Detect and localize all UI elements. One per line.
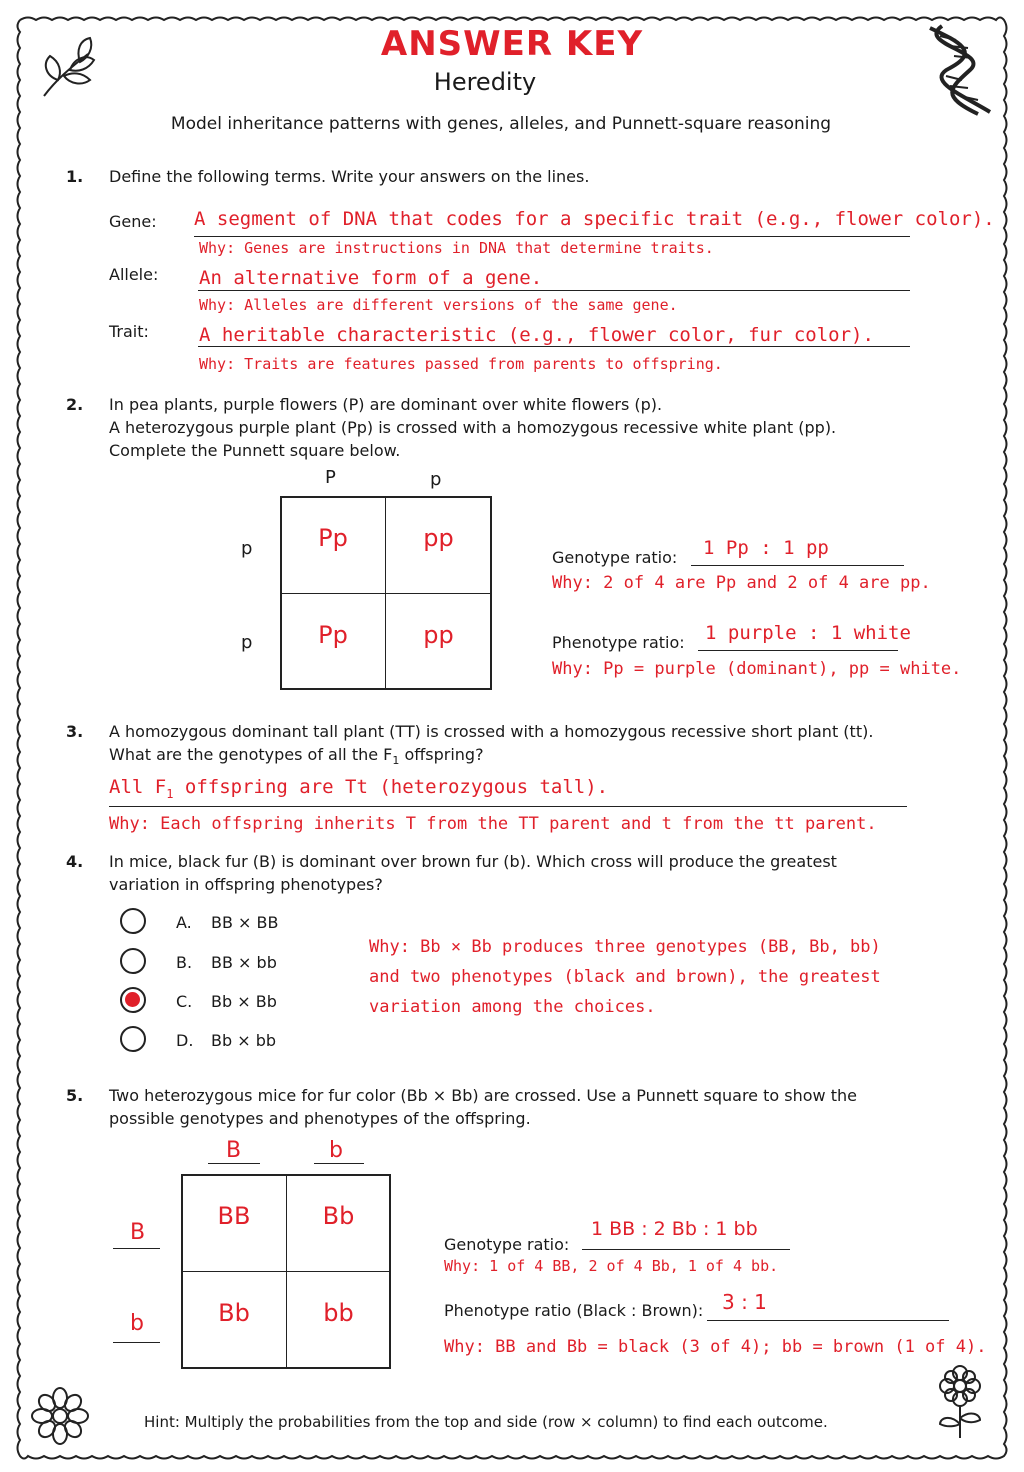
page-title: ANSWER KEY [380, 24, 644, 64]
genotype-ratio-label: Genotype ratio: [552, 548, 678, 567]
option-letter: A. [176, 913, 192, 932]
answer-line [691, 565, 904, 566]
flower-outline-icon [28, 1384, 92, 1448]
question-line: possible genotypes and phenotypes of the offspring. [109, 1109, 531, 1128]
punnett-cell: bb [286, 1271, 391, 1369]
question-line: Two heterozygous mice for fur color (Bb × Bb) are crossed. Use a Punnett square to show the [109, 1086, 857, 1105]
allele-line [208, 1163, 260, 1164]
punnett-cell: Bb [286, 1174, 391, 1272]
potted-flower-icon [930, 1362, 990, 1442]
punnett-side-allele: b [130, 1311, 144, 1336]
question-number: 5. [66, 1086, 84, 1105]
question-line: Complete the Punnett square below. [109, 441, 401, 460]
explanation-text: variation among the choices. [369, 997, 656, 1017]
question-number: 4. [66, 852, 84, 871]
option-c-radio[interactable] [120, 987, 146, 1013]
option-text: BB × bb [211, 953, 277, 972]
question-line: A heterozygous purple plant (Pp) is crossed with a homozygous recessive white plant (pp). [109, 418, 837, 437]
phenotype-ratio-label: Phenotype ratio (Black : Brown): [444, 1301, 704, 1320]
explanation-text: Why: Traits are features passed from parents to offspring. [199, 355, 723, 373]
explanation-text: Why: Pp = purple (dominant), pp = white. [552, 659, 962, 679]
page-subtitle: Heredity [433, 68, 537, 96]
punnett-cell: pp [385, 593, 492, 690]
option-text: Bb × bb [211, 1031, 277, 1050]
genotype-ratio-answer: 1 Pp : 1 pp [703, 537, 829, 559]
option-d-radio[interactable] [120, 1026, 146, 1052]
punnett-side-allele: p [241, 632, 253, 653]
hint-text: Hint: Multiply the probabilities from the top and side (row × column) to find each outcome. [144, 1413, 828, 1431]
explanation-text: Why: 1 of 4 BB, 2 of 4 Bb, 1 of 4 bb. [444, 1257, 779, 1275]
option-letter: B. [176, 953, 193, 972]
question-prompt: Define the following terms. Write your answers on the lines. [109, 167, 590, 186]
term-label-allele: Allele: [109, 265, 159, 284]
question-line: A homozygous dominant tall plant (TT) is crossed with a homozygous recessive short plant (tt). [109, 722, 874, 741]
question-line: In mice, black fur (B) is dominant over brown fur (b). Which cross will produce the greatest [109, 852, 837, 871]
punnett-side-allele: B [130, 1220, 146, 1245]
punnett-cell: pp [385, 496, 492, 594]
question-number: 3. [66, 722, 84, 741]
answer-text: A segment of DNA that codes for a specific trait (e.g., flower color). [194, 208, 995, 230]
answer-line [198, 290, 910, 291]
question-number: 1. [66, 167, 84, 186]
punnett-side-allele: p [241, 538, 253, 559]
explanation-text: Why: Each offspring inherits T from the TT parent and t from the tt parent. [109, 814, 877, 834]
answer-text: All $F_1$ offspring are Tt (heterozygous tall). [109, 776, 609, 801]
answer-text: An alternative form of a gene. [199, 267, 543, 289]
answer-line [198, 346, 910, 347]
punnett-cell: BB [181, 1174, 287, 1272]
punnett-top-allele: b [329, 1138, 343, 1163]
option-text: Bb × Bb [211, 992, 277, 1011]
phenotype-ratio-label: Phenotype ratio: [552, 633, 685, 652]
question-line: variation in offspring phenotypes? [109, 875, 383, 894]
punnett-top-allele: P [325, 467, 336, 488]
option-b-radio[interactable] [120, 948, 146, 974]
allele-line [113, 1342, 160, 1343]
punnett-top-allele: p [430, 469, 442, 490]
answer-line [698, 650, 898, 651]
option-letter: C. [176, 992, 193, 1011]
answer-line [194, 236, 910, 237]
answer-line [582, 1249, 790, 1250]
explanation-text: and two phenotypes (black and brown), the greatest [369, 967, 881, 987]
explanation-text: Why: 2 of 4 are Pp and 2 of 4 are pp. [552, 573, 931, 593]
genotype-ratio-label: Genotype ratio: [444, 1235, 570, 1254]
allele-line [314, 1163, 364, 1164]
option-text: BB × BB [211, 913, 279, 932]
punnett-cell: Pp [280, 496, 386, 594]
explanation-text: Why: BB and Bb = black (3 of 4); bb = brown (1 of 4). [444, 1337, 987, 1357]
genotype-ratio-answer: 1 BB : 2 Bb : 1 bb [591, 1218, 758, 1240]
term-label-gene: Gene: [109, 212, 157, 231]
punnett-top-allele: B [226, 1138, 242, 1163]
answer-line [109, 806, 907, 807]
phenotype-ratio-answer: 1 purple : 1 white [705, 622, 911, 644]
punnett-cell: Bb [181, 1271, 287, 1369]
question-number: 2. [66, 395, 84, 414]
intro-text: Model inheritance patterns with genes, alleles, and Punnett-square reasoning [170, 114, 832, 134]
allele-line [113, 1248, 160, 1249]
question-line: What are the genotypes of all the $F_1$ offspring? [109, 745, 484, 768]
explanation-text: Why: Genes are instructions in DNA that determine traits. [199, 239, 714, 257]
option-a-radio[interactable] [120, 908, 146, 934]
option-letter: D. [176, 1031, 194, 1050]
phenotype-ratio-answer: 3 : 1 [722, 1290, 767, 1314]
answer-line [707, 1320, 949, 1321]
explanation-text: Why: Alleles are different versions of the same gene. [199, 296, 678, 314]
term-label-trait: Trait: [109, 322, 149, 341]
punnett-cell: Pp [280, 593, 386, 690]
answer-text: A heritable characteristic (e.g., flower color, fur color). [199, 324, 874, 346]
explanation-text: Why: Bb × Bb produces three genotypes (BB, Bb, bb) [369, 937, 881, 957]
question-line: In pea plants, purple flowers (P) are dominant over white flowers (p). [109, 395, 663, 414]
